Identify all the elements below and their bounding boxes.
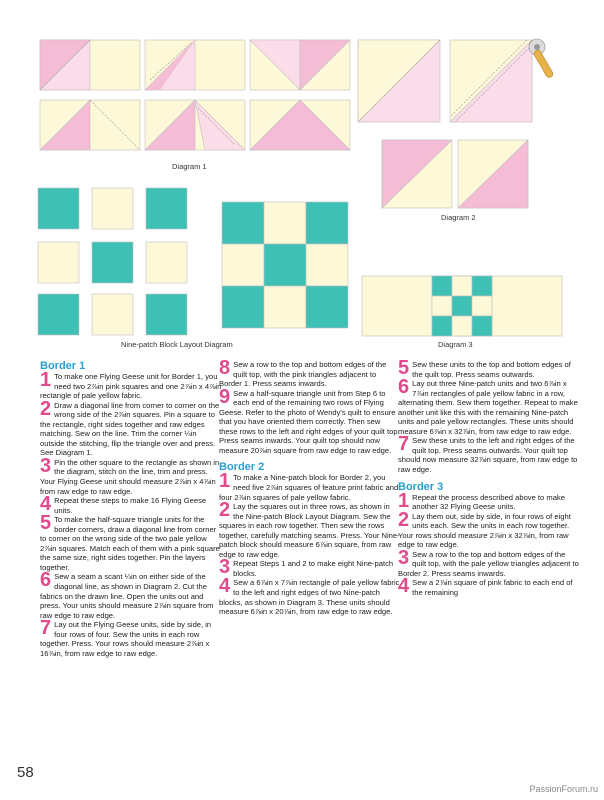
caption-nine-patch: Nine-patch Block Layout Diagram [121, 340, 233, 349]
text-column-3 [398, 357, 580, 598]
step-border1-7: 7 Lay out the Flying Geese units, side by side, in four rows of four. Sew the units in each row together. Press. Your rows should measure 2⅞in x 16⅞in, from raw edge to raw edge. [40, 617, 212, 658]
step-border1-9: 9 Sew a half-square triangle unit from Step 6 to each end of the remaining two rows of Flying Geese. Refer to the photo of Wendy's quilt to ensure that you have oriented them correctly. Then sew these rows to the left and right edges of your quilt top. Press seams inwards. Your quilt top should now measure 20⅞in square from raw edge to raw edge. [219, 385, 400, 455]
diagram-3 [362, 276, 562, 336]
section-title-border-1: Border 1 [40, 360, 86, 372]
step-border2-2: 2 Lay the squares out in three rows, as shown in the Nine-patch Block Layout Diagram. Sew the squares in each row together. Then sew the rows together, carefully matching seams. Press. Your Nine-patch block should measure 6⅞in square, from raw edge to raw edge. [219, 499, 400, 559]
step-border3-3: 3 Sew a row to the top and bottom edges of the quilt top, with the pale yellow triangles adjacent to Border 2. Press seams inwards. [398, 546, 579, 578]
step-border1-3: 3 Pin the other square to the rectangle as shown in the diagram, stitch on the line, trim and press. Your Flying Geese unit should measure 2⅞in x 4⅞in from raw edge to raw edge. [40, 454, 220, 496]
step-border3-1: 1 Repeat the process described above to make another 32 Flying Geese units. [398, 489, 565, 512]
watermark: PassionForum.ru [529, 784, 598, 794]
step-border2-3: 3 Repeat Steps 1 and 2 to make eight Nine-patch blocks. [219, 556, 394, 579]
section-title-border-2: Border 2 [219, 461, 265, 474]
caption-diagram-3: Diagram 3 [438, 340, 473, 349]
step-border2-6: 6 Lay out three Nine-patch units and two 6⅞in x 7⅞in rectangles of pale yellow fabric in a row, alternating them. Sew them together. Repeat to make another unit like this with the remaining Nine-patch units and pale yellow rectangles. These units should measure 6⅞in x 32⅞in, from raw edge to raw edge. [398, 376, 578, 436]
step-border3-4: 4 Sew a 2⅞in square of pink fabric to each end of the remaining [398, 575, 573, 598]
text-column-1 [40, 360, 222, 658]
step-border3-2: 2 Lay them out, side by side, in four rows of eight units each. Sew the units in each row together. Your rows should measure 2⅞in x 32⅞in, from raw edge to raw edge. [398, 508, 571, 550]
rotary-cutter-icon [529, 39, 554, 78]
page-number: 58 [17, 764, 34, 781]
step-border1-4: 4 Repeat these steps to make 16 Flying Geese units. [40, 493, 207, 516]
step-border2-4: 4 Sew a 6⅞in x 7⅞in rectangle of pale yellow fabric to the left and right edges of two Nine-patch blocks, as shown in Diagram 3. These units should measure 6⅞in x 20⅞in, from raw edge to raw edge. [219, 575, 400, 617]
step-border2-1: 1 To make a Nine-patch block for Border 2, you need five 2⅞in squares of feature print fabric and four 2⅞in squares of pale yellow fabric. [219, 470, 399, 502]
step-border1-5: 5 To make the half-square triangle units for the border corners, draw a diagonal line from corner to corner on the wrong side of the two pale yellow 2⅞in squares. Match each of them with a pink square the same size, right sides together. Pin the layers together. [40, 512, 220, 572]
section-title-border-3: Border 3 [398, 480, 444, 493]
squares-grid [38, 188, 187, 335]
diagrams-area [0, 0, 604, 360]
step-border2-5: 5 Sew these units to the top and bottom edges of the quilt top. Press seams outwards. [398, 357, 571, 379]
diagram-1 [40, 40, 350, 150]
caption-diagram-2: Diagram 2 [441, 213, 476, 222]
diagram-2 [358, 39, 554, 208]
text-column-2 [219, 357, 401, 617]
step-border2-7: 7 Sew these units to the left and right edges of the quilt top. Press seams outwards. Your quilt top should now measure 32⅞in square, from raw edge to raw edge. [398, 433, 578, 475]
step-border1-2: 2 Draw a diagonal line from corner to corner on the wrong side of the 2⅞in squares. Pin a square to the rectangle, right sides together and raw edges matching. Sew on the line. Trim the corner ¼in outside the stitching, flip the triangle over and press. See Diagram 1. [40, 397, 220, 458]
step-border1-6: 6 Sew a seam a scant ¼in on either side of the diagonal line, as shown in Diagram 2. Cut the fabrics on the drawn line. Open the units out and press. Your units should measure 2⅞in square from raw edge to raw edge. [40, 569, 214, 620]
step-border1-1: 1 To make one Flying Geese unit for Border 1, you need two 2⅞in pink squares and one 2⅞in x 4⅞in rectangle of pale yellow fabric. [40, 369, 222, 401]
nine-patch-block [222, 202, 348, 328]
step-border1-8: 8 Sew a row to the top and bottom edges of the quilt top, with the pink triangles adjacent to Border 1. Press seams inwards. [219, 357, 387, 389]
caption-diagram-1: Diagram 1 [172, 162, 207, 171]
